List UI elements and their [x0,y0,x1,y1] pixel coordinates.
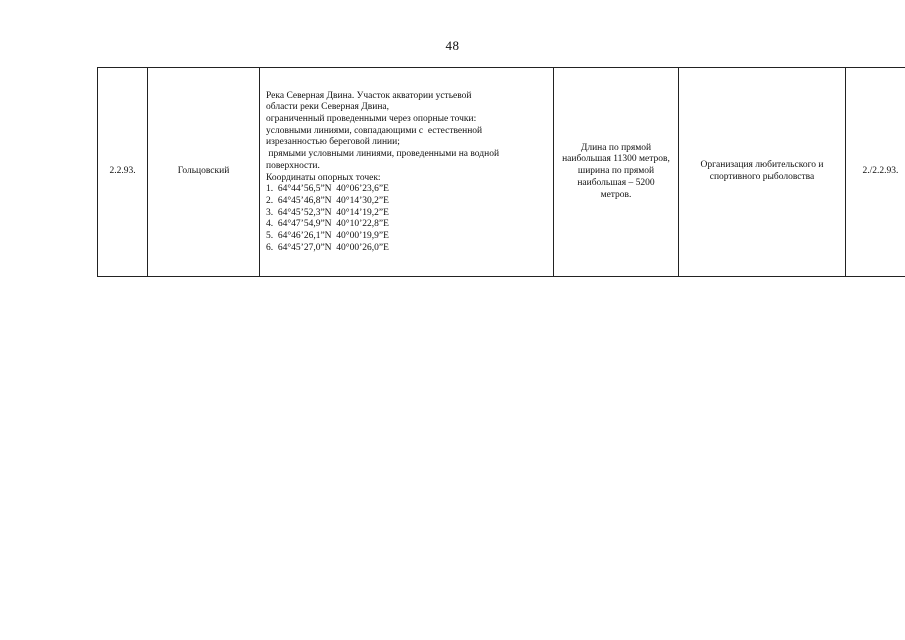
description-line: поверхности. [266,160,320,171]
coordinate-line: 5. 64°46’26,1”N 40°00’19,9”E [266,231,389,242]
coordinate-line: 1. 64°44’56,5”N 40°06’23,6”E [266,184,389,195]
row-number-cell: 2.2.93. [98,68,148,277]
area-code-cell: 2./2.2.93. [846,68,905,277]
coordinate-line: 4. 64°47’54,9”N 40°10’22,8”E [266,219,389,230]
coordinate-line: 3. 64°45’52,3”N 40°14’19,2”E [266,207,389,218]
area-name-cell: Гольцовский [148,68,260,277]
area-description-cell [260,68,554,277]
page-number: 48 [445,38,460,53]
description-line: области реки Северная Двина, [266,102,390,113]
coordinate-line: 2. 64°45’46,8”N 40°14’30,2”E [266,195,389,206]
description-line: изрезанностью береговой линии; [266,137,400,148]
area-size-cell: Длина по прямой наибольшая 11300 метров, ширина по прямой наибольшая – 5200 метров. [554,68,679,277]
fishing-areas-table [97,67,905,277]
coordinate-line: 6. 64°45’27,0”N 40°00’26,0”E [266,242,389,253]
description-line: ограниченный проведенными через опорные точки: [266,113,477,124]
description-line: Координаты опорных точек: [266,172,381,183]
area-purpose-cell: Организация любительского и спортивного рыболовства [679,68,846,277]
table-row [98,68,905,277]
description-line: прямыми условными линиями, проведенными на водной [266,149,500,160]
description-line: Река Северная Двина. Участок акватории устьевой [266,90,472,101]
description-line: условными линиями, совпадающими с естественной [266,125,483,136]
